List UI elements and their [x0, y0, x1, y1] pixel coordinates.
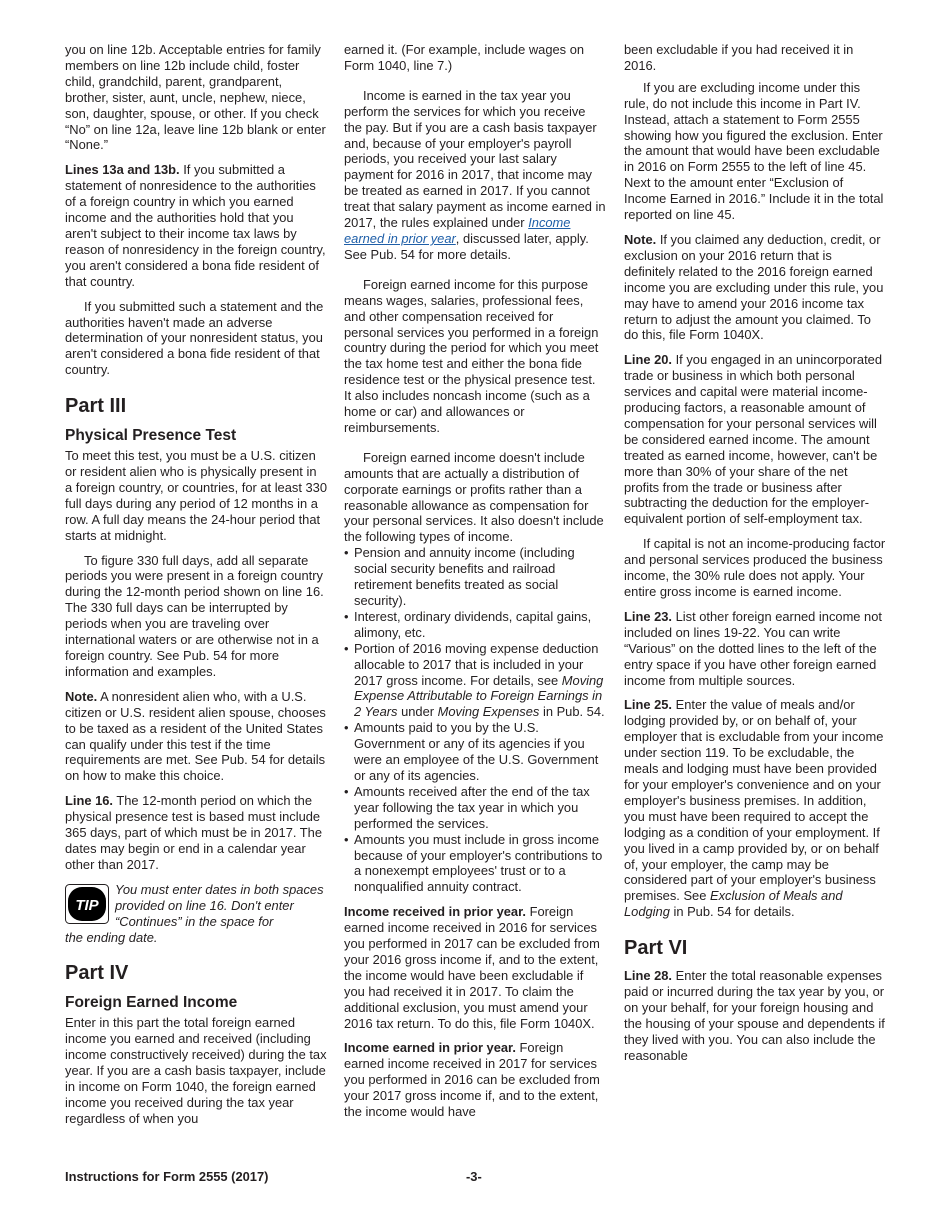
run-in-heading: Income received in prior year. — [344, 904, 526, 920]
bullet: • — [344, 545, 349, 561]
part-iv-heading: Part IV — [65, 962, 129, 985]
run-in-heading: Line 23. — [624, 608, 673, 624]
bullet: • — [344, 608, 349, 624]
run-in-heading: Income earned in prior year. — [344, 1040, 516, 1056]
line-20-paragraph — [624, 352, 886, 527]
bullet: • — [344, 831, 349, 847]
run-in-heading: Note. — [624, 231, 657, 247]
list-item-text: Pension and annuity income (including social security benefits and railroad retirement benefits treated as social security). — [354, 545, 575, 608]
paragraph-text: in Pub. 54 for details. — [669, 904, 795, 920]
income-received-prior-year-paragraph — [344, 904, 606, 1031]
part-vi-heading: Part VI — [624, 937, 688, 960]
reference-title: Moving Expenses — [437, 704, 540, 720]
paragraph-text: The 12-month period on which the physical presence test is based must include 365 days, part of which must be in 2017. The dates may begin or end in a calendar year other than 2017. — [65, 793, 323, 872]
run-in-heading: Lines 13a and 13b. — [65, 162, 180, 178]
paragraph: If you submitted such a statement and the authorities haven't made an adverse determination of your nonresident status, you aren't considered a bona fide resident of that country. — [65, 298, 324, 378]
list-item-text: Amounts you must include in gross income because of your employer's contributions to a nonexempt employees' trust or to a nonqualified annuity contract. — [354, 831, 603, 895]
tip-text: You must enter dates in both spaces provided on line 16. Don't enter “Continues” in the space for — [115, 881, 324, 929]
reference-title: Moving Expense Attributable to Foreign Earnings in 2 Years — [354, 672, 604, 720]
line-28-paragraph — [624, 968, 886, 1063]
bullet: • — [344, 640, 349, 656]
income-earned-prior-year-paragraph — [344, 1040, 606, 1120]
paragraph: To meet this test, you must be a U.S. citizen or resident alien who is physically present in a foreign country, or countries, for at least 330 full days during any period of 12 months in a row. A full day means the 24-hour period that starts at midnight. — [65, 448, 328, 543]
reference-title: Exclusion of Meals and Lodging — [624, 888, 843, 920]
line-23-paragraph — [624, 609, 886, 689]
list-item — [344, 641, 606, 721]
paragraph: If you are excluding income under this rule, do not include this income in Part IV. Instead, attach a statement to Form 2555 showing how you figured the exclusion. Enter the amount that would have been excludable in 2016 on Form 2555 to the left of line 45. Next to the amount enter “Exclusion of Income Earned in 2016.” Include it in the total reported on line 45. — [624, 79, 884, 223]
paragraph: Enter in this part the total foreign earned income you earned and received (including income constructively received) during the tax year. If you are a cash basis taxpayer, include in income on Form 1040, the foreign earned income you received during the tax year regardless of when you — [65, 1015, 327, 1126]
run-in-heading: Line 28. — [624, 968, 673, 984]
list-item-text: in Pub. 54. — [539, 704, 605, 720]
list-item-text: Interest, ordinary dividends, capital gains, alimony, etc. — [354, 608, 592, 640]
paragraph-text: , discussed later, apply. See Pub. 54 for more details. — [344, 230, 589, 262]
run-in-heading: Line 20. — [624, 352, 673, 368]
paragraph: you on line 12b. Acceptable entries for family members on line 12b include child, foster child, grandchild, parent, grandparent, brother, sister, aunt, uncle, nephew, niece, son, daughter, spouse, or other. If you check “No” on line 12a, leave line 12b blank or enter “None.” — [65, 42, 326, 153]
list-item — [344, 545, 606, 609]
column-3 — [624, 42, 886, 1073]
lines-13a-13b-paragraph — [65, 162, 327, 289]
list-item — [344, 720, 606, 784]
paragraph: been excludable if you had received it in 2016. — [624, 42, 854, 73]
paragraph: If capital is not an income-producing factor and personal services produced the business income, the 30% rule does not apply. Your entire gross income is earned income. — [624, 536, 886, 599]
line-25-paragraph — [624, 697, 886, 920]
page-number: -3- — [466, 1169, 482, 1184]
bullet: • — [344, 720, 349, 736]
paragraph-text: Enter the total reasonable expenses paid or incurred during the tax year by you, or on your behalf, for your foreign housing and the housing of your spouse and dependents if they lived with you. You can also include the reasonable — [624, 968, 885, 1063]
run-in-heading: Line 16. — [65, 793, 114, 809]
part-iii-heading: Part III — [65, 395, 127, 418]
paragraph-text: List other foreign earned income not included on lines 19-22. You can write “Various” on the dotted lines to the left of the entry space if you have other foreign earned income from multiple sources. — [624, 608, 882, 688]
bullet: • — [344, 783, 349, 799]
tip-box — [65, 882, 327, 946]
run-in-heading: Note. — [65, 688, 98, 704]
column-1 — [65, 42, 327, 1136]
paragraph: To figure 330 full days, add all separate periods you were present in a foreign country during the 12-month period shown on line 16. The 330 full days can be interrupted by periods when you are traveling over international waters or are otherwise not in a foreign country. See Pub. 54 for more information and examples. — [65, 552, 324, 679]
paragraph-text: If you claimed any deduction, credit, or exclusion on your 2016 return that is definitely related to the 2016 foreign earned income you are excluding under this rule, you may have to amend your 2016 income tax return to adjust the amount you claimed. To do this, file Form 1040X. — [624, 231, 884, 343]
paragraph — [344, 88, 606, 263]
list-item-text: Amounts received after the end of the tax year following the tax year in which you performed the services. — [354, 783, 590, 831]
paragraph-text: A nonresident alien who, with a U.S. citizen or U.S. resident alien spouse, chooses to be taxed as a resident of the United States can qualify under this test if the time requirements are met. See Pub. 54 for details on how to make this choice. — [65, 688, 326, 784]
paragraph: Foreign earned income for this purpose means wages, salaries, professional fees, and other compensation received for personal services you performed in a foreign country during the period for which you meet the tax home test and either the bona fide residence test or the physical presence test. It also includes noncash income (such as a home or car) and allowances or reimbursements. — [344, 276, 599, 435]
paragraph: earned it. (For example, include wages on Form 1040, line 7.) — [344, 42, 585, 73]
paragraph-text: If you submitted a statement of nonresidence to the authorities of a foreign country in which you earned income and the authorities hold that you aren't subject to their income tax laws by reason of nonresidency in the foreign country, you aren't considered a bona fide resident of that country. — [65, 162, 326, 289]
paragraph-text: Foreign earned income received in 2016 for services you performed in 2017 can be excluded from your 2016 gross income if, and to the extent, the income would have been excludable if you had received it in 2017. To claim the additional exclusion, you must amend your 2016 tax return. To do this, file Form 1040X. — [344, 904, 600, 1031]
income-earned-in-prior-year-link[interactable]: Income earned in prior year — [344, 215, 571, 246]
paragraph-text: Income is earned in the tax year you perform the services for which you receive the pay. But if you are a cash basis taxpayer and, because of your employer's payroll periods, you received your last salary payment for 2016 in 2017, that income may be treated as earned in 2017. If you cannot treat that salary payment as income earned in 2017, the rules explained under — [344, 87, 606, 231]
paragraph-text: If you engaged in an unincorporated trade or business in which both personal services and capital were material income-producing factors, a reasonable amount of compensation for your personal services will be considered earned income. The amount treated as earned income, however, can't be more than 30% of your share of the net profits from the trade or business after subtracting the deduction for the employer-equivalent portion of self-employment tax. — [624, 352, 883, 527]
note-paragraph — [65, 689, 327, 784]
column-2 — [344, 42, 606, 1129]
tip-label: TIP — [75, 896, 99, 914]
note-paragraph — [624, 232, 886, 343]
tip-text-continued: the ending date. — [65, 929, 158, 945]
run-in-heading: Line 25. — [624, 697, 673, 713]
paragraph-text: Enter the value of meals and/or lodging provided by, or on behalf of, your employer that is excludable from your income under section 119. To be excludable, the meals and lodging must have been provided for your employer's convenience and on your employer's business premises. In addition, you must have been required to accept the lodging as a condition of your employment. If you lived in a camp provided by, or on behalf of, your employer, the camp may be considered part of your employer's business premises. See — [624, 697, 884, 904]
line-16-paragraph — [65, 793, 327, 873]
list-item — [344, 784, 606, 832]
list-item-text: Amounts paid to you by the U.S. Government or any of its agencies if you were an employee of the U.S. Government or any of its agencies. — [354, 720, 599, 783]
paragraph: Foreign earned income doesn't include amounts that are actually a distribution of corporate earnings or profits rather than a reasonable allowance as compensation for your personal services. It also doesn't include the following types of income. — [344, 449, 604, 545]
foreign-earned-income-heading: Foreign Earned Income — [65, 994, 238, 1012]
footer-form-title: Instructions for Form 2555 (2017) — [65, 1169, 269, 1184]
list-item-text: under — [397, 704, 438, 720]
list-item — [344, 609, 606, 641]
list-item — [344, 832, 606, 896]
tip-icon — [65, 884, 109, 924]
list-item-text: Portion of 2016 moving expense deduction allocable to 2017 that is included in your 2017 gross income. For details, see — [354, 640, 599, 688]
paragraph-text: Foreign earned income received in 2017 for services you performed in 2016 can be excluded from your 2017 gross income if, and to the extent, the income would have — [344, 1040, 600, 1120]
physical-presence-test-heading: Physical Presence Test — [65, 427, 237, 445]
